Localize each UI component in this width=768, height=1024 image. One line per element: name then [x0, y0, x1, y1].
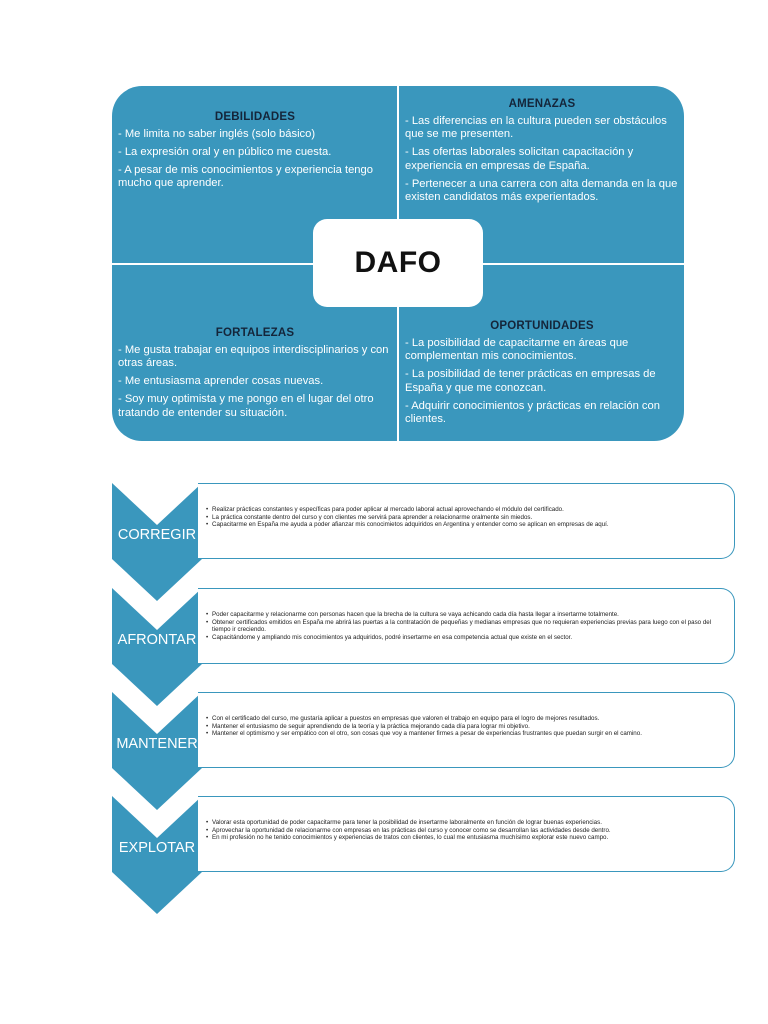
- quadrant-oportunidades: [405, 320, 679, 431]
- action-item: • Realizar prácticas constantes y específicas para poder aplicar al mercado laboral actual aprovechando el módulo del certificado.: [212, 506, 609, 514]
- chevron-arrow-shape: [112, 483, 202, 603]
- action-row-explotar: [0, 796, 768, 926]
- chevron-arrow-shape: [112, 588, 202, 708]
- action-list: [198, 506, 615, 529]
- quadrant-title: FORTALEZAS: [215, 327, 295, 339]
- action-list: [198, 715, 648, 738]
- quadrant-item: - Las diferencias en la cultura pueden ser obstáculos que se me presenten.: [405, 114, 667, 140]
- action-item: • Aprovechar la oportunidad de relacionarme con empresas en las prácticas del curso y conocer como se desarrollan las actividades desde dentro.: [212, 827, 611, 835]
- quadrant-item: - Me gusta trabajar en equipos interdisciplinarios y con otras áreas.: [118, 343, 389, 369]
- action-card: [198, 692, 735, 768]
- action-card: [198, 483, 735, 559]
- quadrant-item: - Soy muy optimista y me pongo en el lugar del otro tratando de entender su situación.: [118, 393, 374, 419]
- action-item: • Valorar esta oportunidad de poder capacitarme para tener la posibilidad de insertarme laboralmente en función de lograr buenas experiencias.: [212, 819, 611, 827]
- quadrant-amenazas: [405, 98, 679, 209]
- quadrant-item: - Pertenecer a una carrera con alta demanda en la que existen candidatos más experientados.: [405, 177, 678, 203]
- quadrant-debilidades: [118, 111, 392, 195]
- action-item: • Mantener el entusiasmo de seguir aprendiendo de la teoría y la práctica mejorando cada día para lograr mi objetivo.: [212, 723, 642, 731]
- action-item: • Obtener certificados emitidos en España me abrirá las puertas a la contratación de pequeñas y medianas empresas que no requieran experiencias previas para luego con el paso del tiempo ir creciendo.: [212, 619, 728, 634]
- quadrant-item: - Me entusiasma aprender cosas nuevas.: [118, 375, 324, 387]
- quadrant-title: DEBILIDADES: [214, 111, 296, 123]
- quadrant-item: - La expresión oral y en público me cuesta.: [118, 145, 332, 158]
- action-list: [198, 819, 617, 842]
- quadrant-title: AMENAZAS: [508, 98, 576, 110]
- action-item: • La práctica constante dentro del curso y con clientes me servirá para aprender a relacionarme oralmente sin miedos.: [212, 514, 609, 522]
- action-label: AFRONTAR: [117, 632, 197, 648]
- action-label: CORREGIR: [117, 527, 197, 543]
- action-item: • Con el certificado del curso, me gustaría aplicar a puestos en empresas que valoren el trabajo en equipo para el logro de mejores resultados.: [212, 715, 642, 723]
- action-item: • Poder capacitarme y relacionarme con personas hacen que la brecha de la cultura se vaya achicando cada día hasta llegar a insertarme totalmente.: [212, 611, 728, 619]
- quadrant-item: - La posibilidad de tener prácticas en empresas de España y que me conozcan.: [405, 368, 656, 394]
- dafo-matrix: [112, 86, 684, 441]
- action-item: • En mi profesión no he tenido conocimientos y experiencias de tratos con clientes, lo cual me entusiasma muchísimo explorar este nuevo campo.: [212, 834, 611, 842]
- action-card: [198, 588, 735, 664]
- quadrant-item: - La posibilidad de capacitarme en áreas que complementan mis conocimientos.: [405, 336, 629, 362]
- quadrant-fortalezas: [118, 327, 392, 425]
- chevron-arrow-shape: [112, 692, 202, 812]
- quadrant-item: - Me limita no saber inglés (solo básico): [118, 127, 316, 140]
- action-label: EXPLOTAR: [118, 840, 196, 856]
- dafo-center-box: [313, 219, 483, 307]
- action-item: • Capacitándome y ampliando mis conocimientos ya adquiridos, podré insertarme en esa competencia actual que existe en el sector.: [212, 634, 728, 642]
- action-list: [198, 611, 734, 641]
- quadrant-item: - Adquirir conocimientos y prácticas en relación con clientes.: [405, 399, 660, 425]
- action-label: MANTENER: [116, 736, 198, 752]
- action-item: • Mantener el optimismo y ser empático con el otro, son cosas que voy a mantener firmes a pesar de experiencias frustrantes que puedan surgir en el camino.: [212, 730, 642, 738]
- quadrant-title: OPORTUNIDADES: [490, 320, 594, 332]
- action-item: • Capacitarme en España me ayuda a poder afianzar mis conocimietos adquiridos en Argentina y entender como se aplican en empresas de aquí.: [212, 521, 609, 529]
- chevron-arrow-shape: [112, 796, 202, 916]
- quadrant-item: - Las ofertas laborales solicitan capacitación y experiencia en empresas de España.: [405, 146, 634, 172]
- dafo-center-title: DAFO: [354, 246, 442, 279]
- quadrant-item: - A pesar de mis conocimientos y experiencia tengo mucho que aprender.: [118, 163, 373, 189]
- action-card: [198, 796, 735, 872]
